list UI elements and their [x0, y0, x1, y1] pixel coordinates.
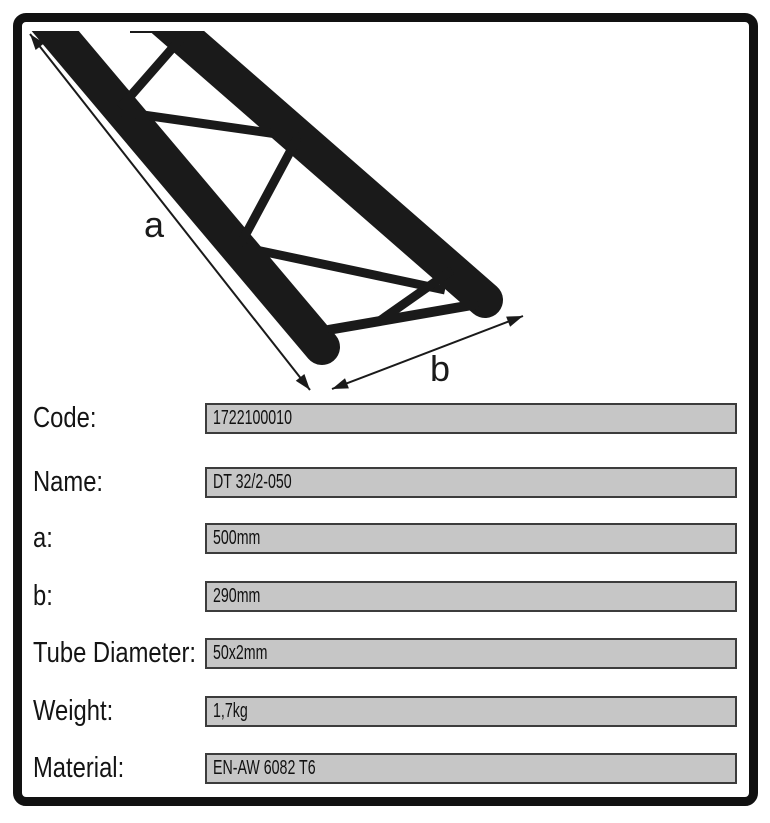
- field-row-a: [33, 523, 737, 554]
- field-label-weight: Weight:: [33, 695, 114, 727]
- field-label-code: Code:: [33, 402, 97, 434]
- field-value-code: 1722100010: [213, 407, 292, 429]
- field-value-a: 500mm: [213, 527, 261, 549]
- truss-body: [40, 12, 485, 347]
- field-value-b: 290mm: [213, 585, 261, 607]
- field-box-name: [205, 467, 737, 498]
- field-value-tube-diameter: 50x2mm: [213, 642, 268, 664]
- field-value-weight: 1,7kg: [213, 700, 248, 722]
- field-value-material: EN-AW 6082 T6: [213, 757, 316, 779]
- arrowhead-b-left-icon: [332, 378, 349, 389]
- field-box-material: [205, 753, 737, 784]
- field-box-weight: [205, 696, 737, 727]
- field-row-tube-diameter: [33, 638, 737, 669]
- field-row-weight: [33, 696, 737, 727]
- field-label-b: b:: [33, 580, 53, 612]
- field-label-name: Name:: [33, 466, 104, 498]
- field-row-b: [33, 581, 737, 612]
- arrowhead-a-bottom-icon: [296, 374, 310, 390]
- arrowhead-b-right-icon: [506, 316, 523, 327]
- field-row-material: [33, 753, 737, 784]
- field-box-b: [205, 581, 737, 612]
- field-label-tube-diameter: Tube Diameter:: [33, 637, 197, 669]
- field-value-name: DT 32/2-050: [213, 471, 292, 493]
- field-box-a: [205, 523, 737, 554]
- field-row-name: [33, 467, 737, 498]
- truss-brace-3: [240, 137, 298, 245]
- field-box-code: [205, 403, 737, 434]
- truss-brace-1: [120, 28, 190, 108]
- field-row-code: [33, 403, 737, 434]
- dimension-b-label: b: [429, 348, 451, 389]
- field-label-a: a:: [33, 522, 53, 554]
- field-box-tube-diameter: [205, 638, 737, 669]
- field-label-material: Material:: [33, 752, 125, 784]
- dimension-a-label: a: [143, 204, 165, 245]
